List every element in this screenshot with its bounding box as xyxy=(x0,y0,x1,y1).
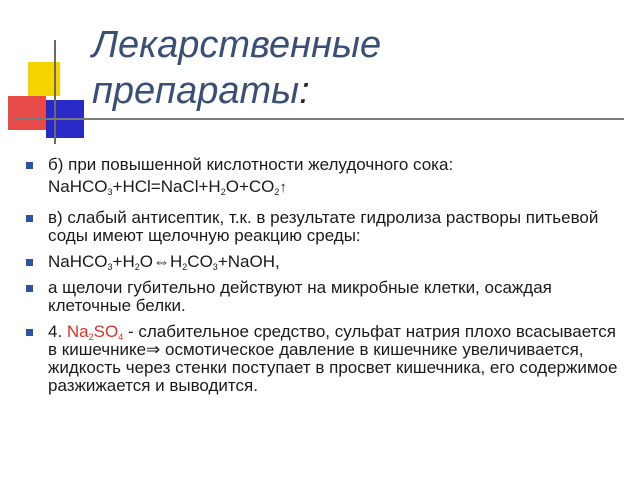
sodium-sulfate-formula xyxy=(67,322,123,341)
formula-subscript: 2 xyxy=(134,262,140,272)
item-4-text-part-1: - слабительное средство, сульфат натрия плохо всасывается в кишечнике xyxy=(48,322,616,359)
formula-subscript: 3 xyxy=(107,187,113,197)
bullet-icon xyxy=(26,329,33,336)
formula-subscript: 4 xyxy=(118,332,124,342)
formula-part: CO xyxy=(187,252,213,271)
list-item-4 xyxy=(20,323,620,395)
formula-part: +HCl=NaCl+H xyxy=(112,177,221,196)
formula-part: NaHCO xyxy=(48,252,108,271)
formula-part: NaHCO xyxy=(48,177,108,196)
gas-arrow-icon: ↑ xyxy=(279,179,287,196)
reaction-formula-2 xyxy=(48,253,620,271)
formula-part: +H xyxy=(112,252,135,271)
formula-subscript: 2 xyxy=(182,262,188,272)
formula-part: O xyxy=(139,252,153,271)
item-v-text: в) слабый антисептик, т.к. в результате гидролиза растворы питьевой соды имеют щелочную реакцию среды: xyxy=(48,208,599,245)
formula-subscript: 2 xyxy=(220,187,226,197)
equilibrium-arrow-icon: ⇔ xyxy=(153,252,170,271)
formula-part: SO xyxy=(93,322,119,341)
item-alkali-text: а щелочи губительно действуют на микробные клетки, осаждая клеточные белки. xyxy=(48,278,552,315)
item-number: 4. xyxy=(48,322,67,341)
decor-vertical-line xyxy=(54,40,56,144)
bullet-icon xyxy=(26,215,33,222)
item-4-text-part-2: осмотическое давление в кишечнике увеличивается, жидкость через стенки поступает в просвет кишечника, его содержимое разжижается и выводится. xyxy=(48,340,618,395)
formula-part: +NaOH, xyxy=(217,252,280,271)
item-b-text: б) при повышенной кислотности желудочного сока: xyxy=(48,155,454,174)
slide-title xyxy=(92,22,381,114)
title-colon: : xyxy=(299,70,310,112)
list-item-alkali xyxy=(20,279,620,315)
formula-part: O+CO xyxy=(225,177,275,196)
implies-arrow-icon: ⇒ xyxy=(146,340,161,359)
bullet-icon xyxy=(26,285,33,292)
title-divider-line xyxy=(14,118,624,120)
title-line-1: Лекарственные xyxy=(92,24,382,66)
slide-body xyxy=(20,156,620,403)
list-item-b xyxy=(20,156,620,201)
formula-subscript: 2 xyxy=(88,332,94,342)
bullet-icon xyxy=(26,162,33,169)
formula-subscript: 3 xyxy=(107,262,113,272)
decor-red-square xyxy=(8,96,46,130)
formula-subscript: 2 xyxy=(274,187,280,197)
item-4-text xyxy=(48,323,620,395)
title-line-2: препараты xyxy=(92,70,300,112)
reaction-formula-1 xyxy=(48,174,620,201)
bullet-icon xyxy=(26,259,33,266)
formula-part: H xyxy=(170,252,183,271)
formula-part: Na xyxy=(66,322,89,341)
list-item-v xyxy=(20,209,620,245)
formula-subscript: 3 xyxy=(212,262,218,272)
list-item-formula-2 xyxy=(20,253,620,271)
